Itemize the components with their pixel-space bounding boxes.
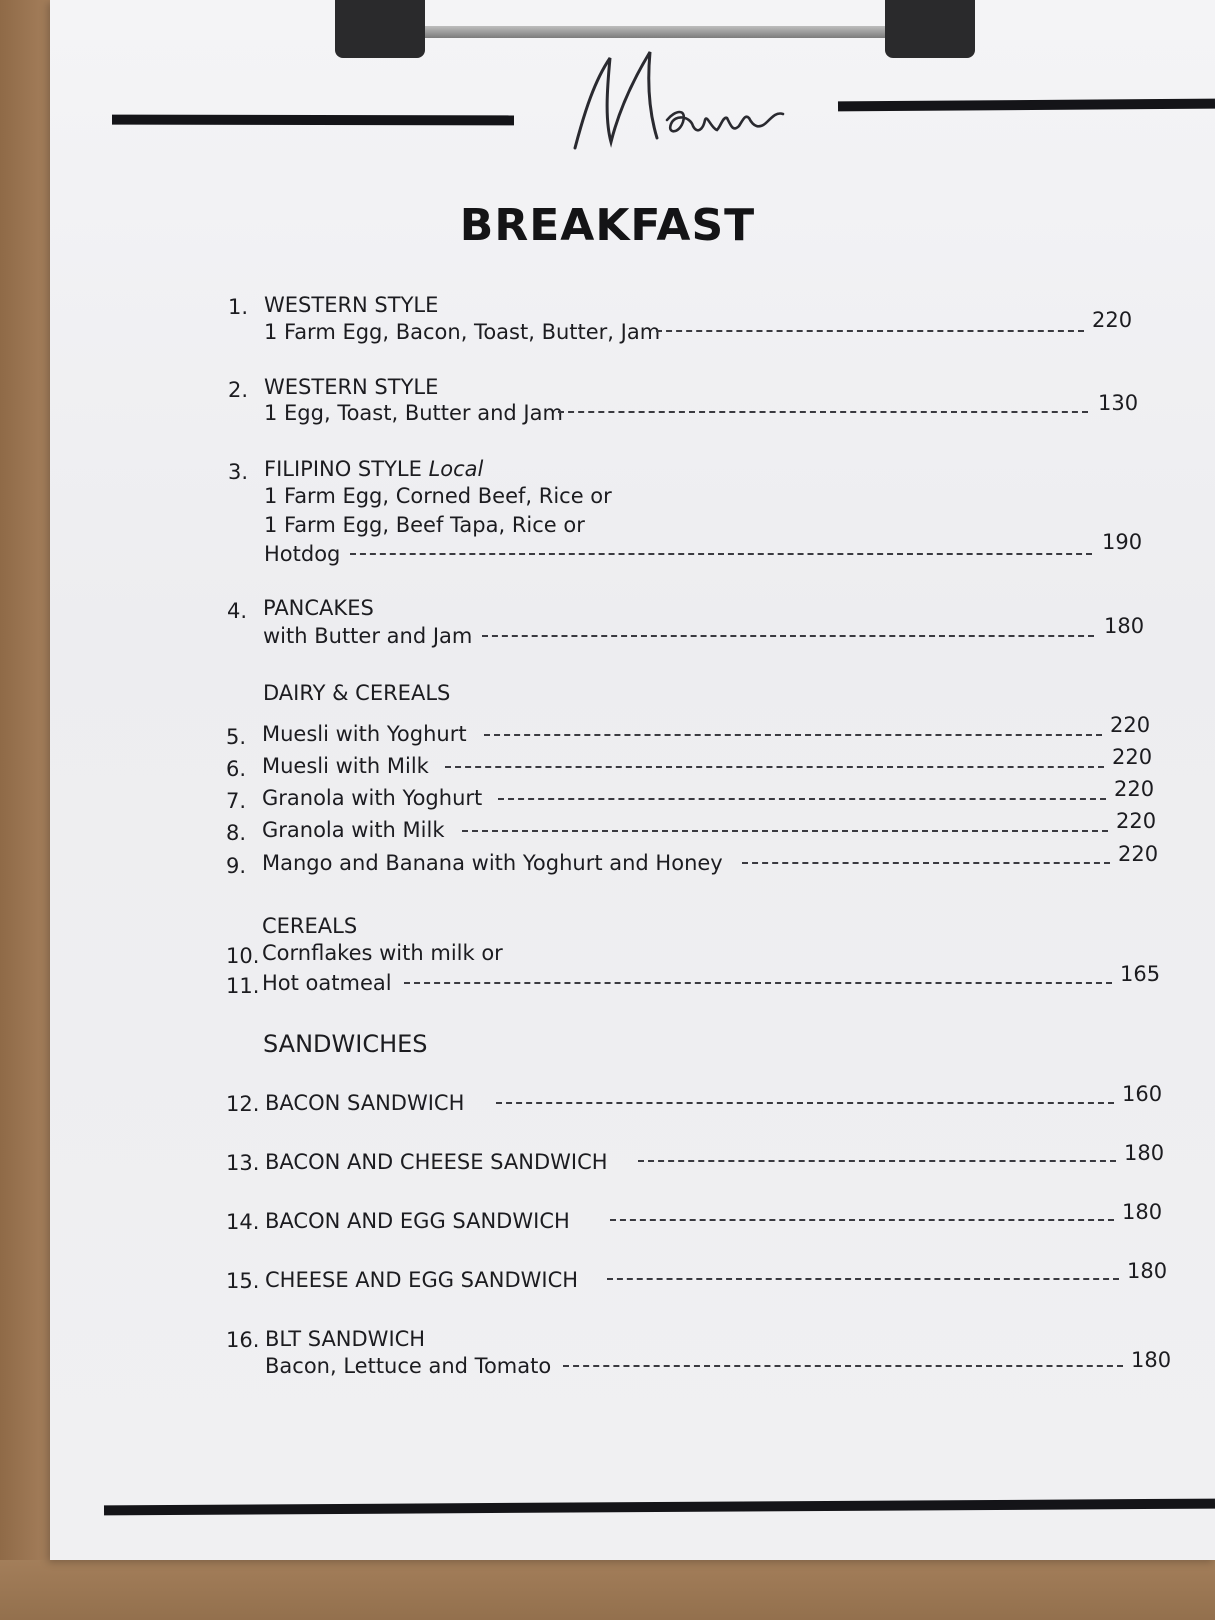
item-7-price: 220 (1114, 777, 1155, 801)
item-16-leader (563, 1365, 1123, 1367)
breakfast-heading: BREAKFAST (459, 200, 756, 251)
item-1-number: 1. (228, 295, 249, 319)
item-8-text: Granola with Milk (262, 818, 445, 842)
item-13-number: 13. (226, 1151, 260, 1175)
clip-arm-right (885, 0, 975, 58)
item-10-text: Cornflakes with milk or (262, 941, 503, 965)
clip-arm-left (335, 0, 425, 58)
item-2-title: WESTERN STYLE (264, 375, 439, 399)
item-11-price: 165 (1120, 962, 1161, 986)
item-9-text: Mango and Banana with Yoghurt and Honey (262, 851, 723, 875)
item-4-desc: with Butter and Jam (263, 624, 473, 648)
item-3-desc-line-1: 1 Farm Egg, Corned Beef, Rice or (264, 484, 612, 508)
item-12-title: BACON SANDWICH (265, 1091, 465, 1115)
item-6-text: Muesli with Milk (262, 754, 429, 778)
item-15-number: 15. (226, 1269, 260, 1293)
item-9-number: 9. (226, 854, 247, 878)
item-11-text: Hot oatmeal (262, 971, 392, 995)
item-8-price: 220 (1116, 809, 1157, 833)
item-15-leader (607, 1278, 1119, 1280)
item-11-number: 11. (226, 974, 260, 998)
cereals-label: CEREALS (262, 914, 358, 938)
sandwiches-label: SANDWICHES (263, 1030, 428, 1058)
item-6-number: 6. (226, 757, 247, 781)
item-15-price: 180 (1127, 1259, 1168, 1283)
menu-script-title (555, 30, 815, 160)
item-14-number: 14. (226, 1210, 260, 1234)
item-12-price: 160 (1122, 1082, 1163, 1106)
item-2-desc: 1 Egg, Toast, Butter and Jam (264, 401, 563, 425)
item-3-desc-line-3: Hotdog (264, 542, 341, 566)
item-3-title (264, 459, 483, 480)
item-1-desc: 1 Farm Egg, Bacon, Toast, Butter, Jam (264, 320, 661, 344)
clipboard-bottom (0, 1560, 1215, 1620)
item-7-number: 7. (226, 789, 247, 813)
item-13-price: 180 (1124, 1141, 1165, 1165)
item-14-title: BACON AND EGG SANDWICH (265, 1209, 570, 1233)
item-3-number: 3. (228, 460, 249, 484)
item-14-price: 180 (1122, 1200, 1163, 1224)
item-4-leader (482, 635, 1094, 637)
item-12-number: 12. (226, 1092, 260, 1116)
item-16-price: 180 (1131, 1348, 1172, 1372)
item-6-price: 220 (1112, 745, 1153, 769)
item-16-number: 16. (226, 1328, 260, 1352)
top-rule-left (112, 115, 514, 126)
item-2-number: 2. (228, 378, 249, 402)
item-16-desc: Bacon, Lettuce and Tomato (265, 1354, 552, 1378)
item-11-leader (404, 982, 1112, 984)
item-16-title: BLT SANDWICH (265, 1327, 426, 1351)
item-2-price: 130 (1098, 391, 1139, 415)
item-3-desc-line-2: 1 Farm Egg, Beef Tapa, Rice or (264, 513, 585, 537)
menu-script-title-drawing (555, 30, 815, 160)
item-1-price: 220 (1092, 308, 1133, 332)
item-5-price: 220 (1110, 713, 1151, 737)
item-1-title: WESTERN STYLE (264, 293, 439, 317)
item-13-title: BACON AND CHEESE SANDWICH (265, 1150, 608, 1174)
item-7-text: Granola with Yoghurt (262, 786, 483, 810)
item-10-number: 10. (226, 944, 260, 968)
item-2-leader (558, 411, 1088, 413)
item-9-price: 220 (1118, 842, 1159, 866)
item-7-leader (498, 798, 1106, 800)
item-5-text: Muesli with Yoghurt (262, 722, 467, 746)
item-6-leader (445, 766, 1104, 768)
item-3-title-note: Local (428, 457, 484, 481)
item-4-number: 4. (227, 599, 248, 623)
item-15-title: CHEESE AND EGG SANDWICH (265, 1268, 579, 1292)
item-13-leader (638, 1160, 1116, 1162)
item-5-leader (484, 734, 1102, 736)
item-8-leader (462, 830, 1108, 832)
item-3-title-text: FILIPINO STYLE (264, 457, 422, 481)
item-4-title: PANCAKES (263, 596, 374, 620)
item-14-leader (610, 1219, 1114, 1221)
dairy-cereals-label: DAIRY & CEREALS (263, 681, 451, 705)
item-5-number: 5. (226, 725, 247, 749)
item-8-number: 8. (226, 821, 247, 845)
item-12-leader (496, 1102, 1114, 1104)
item-3-price: 190 (1102, 530, 1143, 554)
item-1-leader (656, 330, 1084, 332)
item-3-leader (350, 553, 1092, 555)
item-9-leader (742, 862, 1110, 864)
item-4-price: 180 (1104, 614, 1145, 638)
